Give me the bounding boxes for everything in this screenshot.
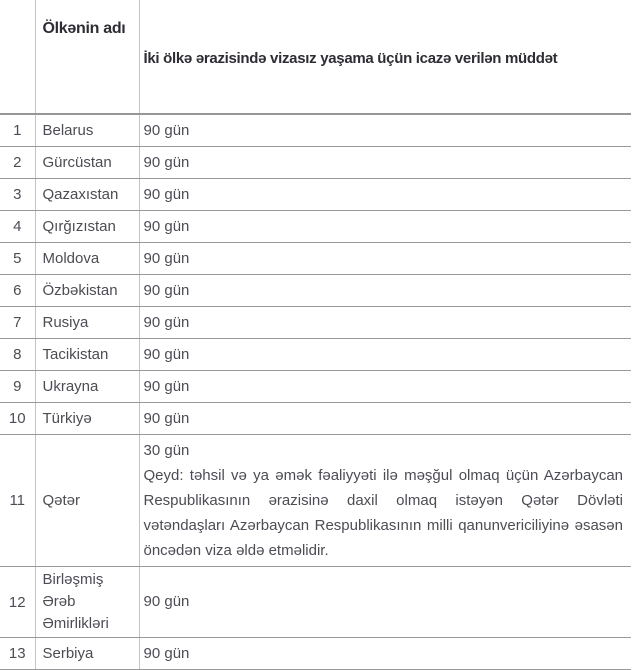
table-row (0, 275, 631, 307)
row-index: 2 (0, 147, 35, 179)
duration-cell (139, 638, 631, 670)
row-index: 3 (0, 179, 35, 211)
duration-cell (139, 307, 631, 339)
row-index: 5 (0, 243, 35, 275)
table-row (0, 114, 631, 147)
country-cell: Rusiya (35, 307, 139, 339)
table-body (0, 114, 631, 670)
row-index: 10 (0, 403, 35, 435)
row-index: 13 (0, 638, 35, 670)
duration-value: 90 gün (143, 153, 190, 171)
duration-value: 90 gün (143, 377, 190, 395)
table-row (0, 371, 631, 403)
table-row (0, 567, 631, 638)
duration-value: 90 gün (143, 217, 190, 235)
duration-cell (139, 179, 631, 211)
country-cell: Serbiya (35, 638, 139, 670)
row-index: 7 (0, 307, 35, 339)
table-row (0, 307, 631, 339)
duration-cell (139, 435, 631, 567)
table-row (0, 243, 631, 275)
row-index: 11 (0, 435, 35, 567)
table-row (0, 339, 631, 371)
country-cell: Birləşmiş Ərəb Əmirlikləri (35, 567, 139, 638)
table-row (0, 147, 631, 179)
country-cell: Moldova (35, 243, 139, 275)
country-cell: Qazaxıstan (35, 179, 139, 211)
row-index: 12 (0, 567, 35, 638)
duration-cell (139, 211, 631, 243)
row-index: 8 (0, 339, 35, 371)
duration-cell (139, 147, 631, 179)
table-header (0, 0, 631, 114)
duration-cell (139, 567, 631, 638)
row-index: 1 (0, 114, 35, 147)
table-row (0, 403, 631, 435)
duration-value: 90 gün (143, 644, 190, 662)
table-row (0, 638, 631, 670)
row-index: 4 (0, 211, 35, 243)
table-row (0, 179, 631, 211)
duration-note: Qeyd: təhsil və ya əmək fəaliyyəti ilə məşğul olmaq üçün Azərbaycan Respublikasının ərazisinə daxil olmaq istəyən Qətər Dövləti vətəndaşları Azərbaycan Respublikasının milli qanunvericiliyinə əsasən öncədən viza əldə etməlidir. (143, 467, 623, 559)
country-cell: Qətər (35, 435, 139, 567)
duration-value: 90 gün (143, 121, 190, 139)
country-cell: Türkiyə (35, 403, 139, 435)
country-cell: Ukrayna (35, 371, 139, 403)
duration-value: 90 gün (143, 409, 190, 427)
duration-value: 90 gün (143, 593, 190, 610)
duration-value: 90 gün (143, 281, 190, 299)
duration-value: 30 gün (143, 442, 190, 459)
duration-value: 90 gün (143, 249, 190, 267)
duration-cell (139, 339, 631, 371)
row-index: 6 (0, 275, 35, 307)
column-header-country: Ölkənin adı (35, 0, 139, 114)
duration-cell (139, 371, 631, 403)
column-header-duration: İki ölkə ərazisində vizasız yaşama üçün icazə verilən müddət (139, 0, 631, 114)
table-row (0, 211, 631, 243)
country-cell: Tacikistan (35, 339, 139, 371)
duration-cell (139, 243, 631, 275)
table-row (0, 435, 631, 567)
duration-cell (139, 403, 631, 435)
column-header-index (0, 0, 35, 114)
country-cell: Özbəkistan (35, 275, 139, 307)
header-row (0, 0, 631, 114)
duration-value: 90 gün (143, 185, 190, 203)
duration-value: 90 gün (143, 313, 190, 331)
duration-cell (139, 114, 631, 147)
duration-value: 90 gün (143, 345, 190, 363)
country-cell: Belarus (35, 114, 139, 147)
row-index: 9 (0, 371, 35, 403)
duration-cell (139, 275, 631, 307)
country-cell: Gürcüstan (35, 147, 139, 179)
country-cell: Qırğızıstan (35, 211, 139, 243)
